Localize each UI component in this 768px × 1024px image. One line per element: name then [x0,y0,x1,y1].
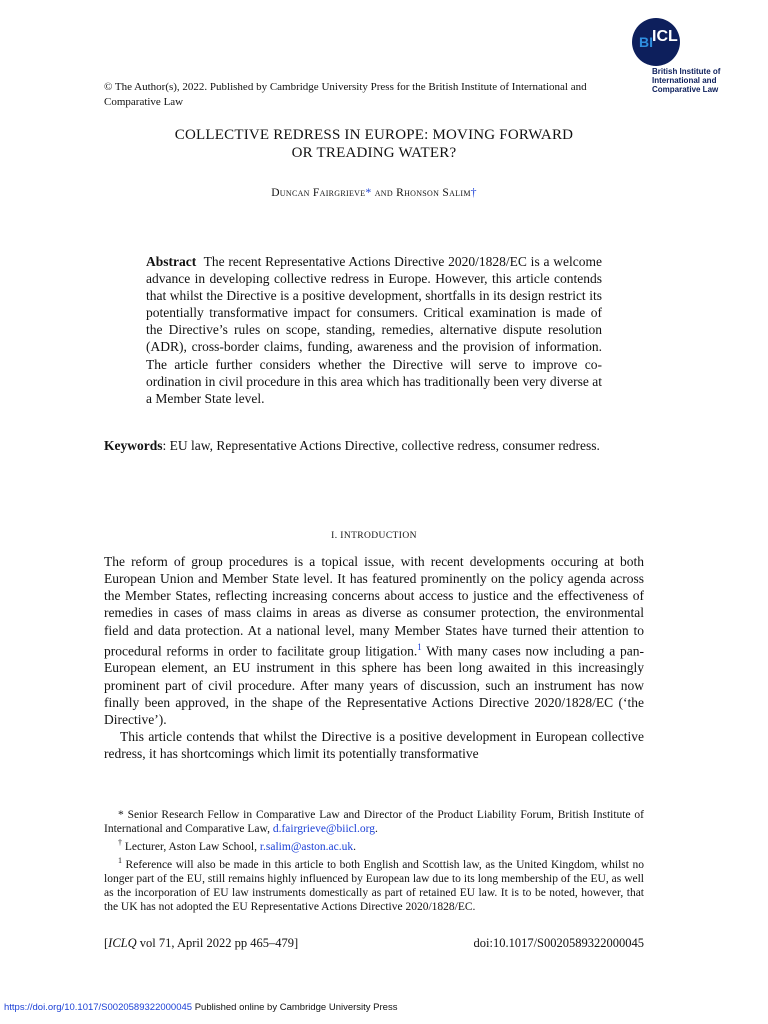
footnote-2: † Lecturer, Aston Law School, r.salim@aston.ac.uk. [118,838,357,853]
footnotes [104,808,644,914]
intro-paragraph-1: The reform of group procedures is a topical issue, with recent developments occuring at both European Union and Member State level. It has featured prominently on the policy agenda across the Member States, reflecting increasing concerns about access to justice and the effectiveness of remedies in cases of mass claims in areas as diverse as consumer protection, the environmental field and data protection. At a national level, many Member States have turned their attention to procedural reforms in order to facilitate group litigation.$^1$ With many cases now including a pan-European element, an EU instrument in this sphere has been long awaited in this increasingly prominent part of civil procedure. After many years of discussion, such an instrument has now finally been approved, in the shape of the Representative Actions Directive 2020/1828/EC (‘the Directive’). [104,554,644,727]
keywords-text: : EU law, Representative Actions Directive, collective redress, consumer redress. [162,438,600,453]
publication-footer: https://doi.org/10.1017/S0020589322000045 Published online by Cambridge University Press [4,1002,398,1013]
author-line [104,187,644,199]
biicl-logo [620,18,740,98]
article-title: COLLECTIVE REDRESS IN EUROPE: MOVING FORWARD OR TREADING WATER? [174,127,574,161]
doi-link[interactable]: https://doi.org/10.1017/S0020589322000045 [4,1002,193,1013]
email-link-fairgrieve[interactable]: d.fairgrieve@biicl.org [272,823,375,835]
logo-bi: BI [639,34,653,50]
keywords [104,437,644,455]
email-link-salim[interactable]: r.salim@aston.ac.uk [259,840,354,853]
author-and: and [374,187,393,199]
footnote-1-ref[interactable]: 1 [417,641,422,652]
author-2-note-link[interactable]: † [470,187,477,199]
introduction-body [104,553,644,762]
intro-paragraph-2: This article contends that whilst the Directive is a positive development in European collective redress, it has shortcomings which limit its potentially transformative [104,729,644,762]
section-heading: I. INTRODUCTION [331,531,417,541]
abstract [146,253,602,407]
footnote-3: $^1$ Reference will also be made in this article to both English and Scottish law, as the United Kingdom, whilst no longer part of the EU, still remains highly influenced by European law due to its long membership of the EU, as well as the incorporation of EU law instruments domestically as part of retained EU law. It is to be noted, however, that the UK has not adopted the EU Representative Actions Directive 2020/1828/EC. [104,855,644,913]
logo-text: British Institute of International and Comparative Law [652,67,721,94]
abstract-text: The recent Representative Actions Directive 2020/1828/EC is a welcome advance in developing collective redress in Europe. However, this article contends that whilst the Directive is a positive development, shortfalls in its design restrict its potentially transformative impact for consumers. Critical examination is made of the Directive’s rules on scope, standing, remedies, alternative dispute resolution (ADR), cross-border claims, funding, awareness and the provision of information. The article further considers whether the Directive will serve to improve co-ordination in civil procedure in this area which has traditionally been very diverse at a Member State level. [146,254,602,406]
author-1-note-link[interactable]: * [365,187,372,199]
logo-icl: ICL [652,28,678,45]
abstract-label: Abstract [146,254,197,269]
copyright-notice: © The Author(s), 2022. Published by Cambridge University Press for the British Institute of International and Comparative Law [104,81,587,108]
keywords-label: Keywords [104,438,163,453]
author-2: Rhonson Salim [396,187,471,199]
article-doi: doi:10.1017/S0020589322000045 [473,936,644,950]
footnote-1: * Senior Research Fellow in Comparative Law and Director of the Product Liability Forum, British Institute of International and Comparative Law, d.fairgrieve@biicl.org. [104,809,644,835]
journal-citation: [ICLQ vol 71, April 2022 pp 465–479] [104,936,299,950]
author-1: Duncan Fairgrieve [271,187,366,199]
